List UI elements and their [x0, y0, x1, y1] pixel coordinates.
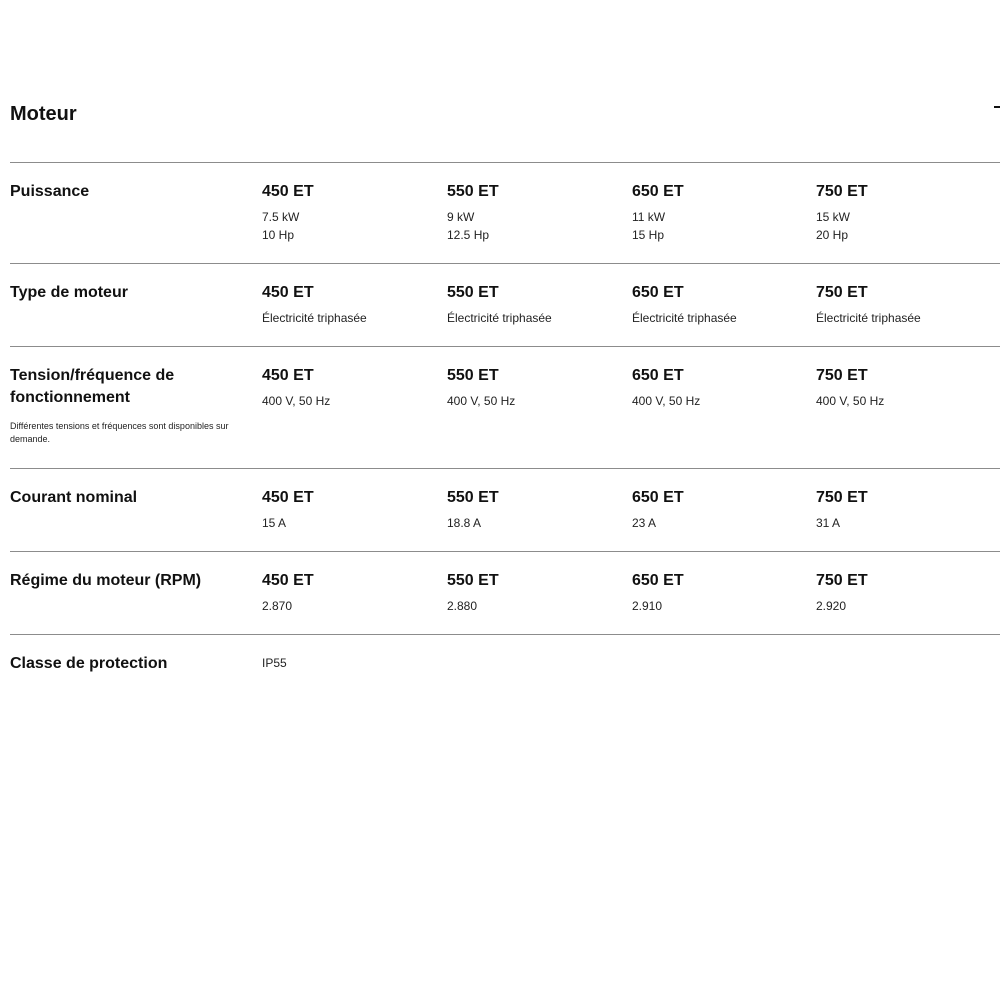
spec-row-classe-protection	[10, 634, 1000, 695]
model-cell	[632, 282, 812, 328]
protection-value: IP55	[262, 656, 287, 670]
model-name: 750 ET	[816, 367, 868, 384]
model-name: 650 ET	[632, 572, 684, 589]
row-label: Classe de protection	[10, 655, 168, 672]
row-note: Différentes tensions et fréquences sont disponibles sur demande.	[10, 421, 229, 444]
model-value: Électricité triphasée	[262, 311, 367, 325]
model-cell	[447, 487, 627, 533]
model-name: 450 ET	[262, 183, 314, 200]
model-name: 450 ET	[262, 367, 314, 384]
model-value: 31 A	[816, 516, 841, 530]
model-cell	[632, 365, 812, 411]
model-value: 9 kW	[447, 210, 475, 224]
spec-table	[10, 162, 1000, 695]
row-label: Puissance	[10, 183, 90, 200]
minus-icon[interactable]	[994, 106, 1000, 108]
row-label: Courant nominal	[10, 489, 138, 506]
model-value: 7.5 kW	[262, 210, 300, 224]
model-cell	[816, 181, 996, 244]
model-name: 550 ET	[447, 367, 499, 384]
model-name: 750 ET	[816, 183, 868, 200]
model-name: 750 ET	[816, 284, 868, 301]
model-value: 11 kW	[632, 210, 666, 224]
model-cell	[816, 282, 996, 328]
model-cell	[816, 365, 996, 411]
model-cell	[632, 487, 812, 533]
model-name: 450 ET	[262, 284, 314, 301]
model-name: 650 ET	[632, 489, 684, 506]
model-value: 10 Hp	[262, 227, 295, 242]
model-value: 12.5 Hp	[447, 227, 490, 242]
model-value: 20 Hp	[816, 227, 849, 242]
row-label-wrap	[10, 365, 229, 446]
model-value: 2.870	[262, 599, 293, 613]
model-value: 400 V, 50 Hz	[816, 394, 885, 408]
section-title: Moteur	[10, 103, 77, 125]
model-cell	[447, 282, 627, 328]
model-name: 650 ET	[632, 367, 684, 384]
model-name: 550 ET	[447, 572, 499, 589]
model-cell	[447, 181, 627, 244]
spec-row-type-de-moteur	[10, 263, 1000, 346]
model-name: 650 ET	[632, 284, 684, 301]
row-label-wrap	[10, 181, 245, 203]
model-cell	[816, 570, 996, 616]
row-label: Régime du moteur (RPM)	[10, 572, 202, 589]
model-cell	[262, 365, 442, 411]
model-value: 400 V, 50 Hz	[447, 394, 516, 408]
model-name: 750 ET	[816, 489, 868, 506]
row-label-wrap	[10, 653, 245, 675]
model-name: 550 ET	[447, 183, 499, 200]
model-value: 15 A	[262, 516, 287, 530]
model-name: 750 ET	[816, 572, 868, 589]
row-label: Tension/fréquence de fonctionnement	[10, 367, 175, 406]
row-label: Type de moteur	[10, 284, 128, 301]
model-cell	[262, 282, 442, 328]
spec-row-tension-frequence	[10, 346, 1000, 468]
model-value: 18.8 A	[447, 516, 482, 530]
model-cell	[262, 181, 442, 244]
model-cell	[816, 487, 996, 533]
model-cell	[262, 570, 442, 616]
model-value: Électricité triphasée	[447, 311, 552, 325]
model-cell	[632, 181, 812, 244]
model-name: 650 ET	[632, 183, 684, 200]
section-header[interactable]	[10, 100, 1000, 130]
spec-row-courant-nominal	[10, 468, 1000, 551]
model-cell	[447, 570, 627, 616]
model-value: 15 kW	[816, 210, 851, 224]
model-name: 450 ET	[262, 572, 314, 589]
model-cell	[632, 570, 812, 616]
model-value: Électricité triphasée	[816, 311, 921, 325]
spec-row-puissance	[10, 162, 1000, 263]
model-value: 400 V, 50 Hz	[632, 394, 701, 408]
spec-row-regime-moteur	[10, 551, 1000, 634]
model-cell	[262, 487, 442, 533]
row-label-wrap	[10, 570, 245, 592]
row-label-wrap	[10, 282, 245, 304]
model-value: 23 A	[632, 516, 657, 530]
model-cell	[447, 365, 627, 411]
row-label-wrap	[10, 487, 245, 509]
model-value: Électricité triphasée	[632, 311, 737, 325]
model-name: 550 ET	[447, 284, 499, 301]
model-value: 15 Hp	[632, 227, 665, 242]
model-name: 550 ET	[447, 489, 499, 506]
model-value: 2.910	[632, 599, 663, 613]
model-value: 2.880	[447, 599, 478, 613]
model-value: 2.920	[816, 599, 847, 613]
model-value: 400 V, 50 Hz	[262, 394, 331, 408]
model-name: 450 ET	[262, 489, 314, 506]
